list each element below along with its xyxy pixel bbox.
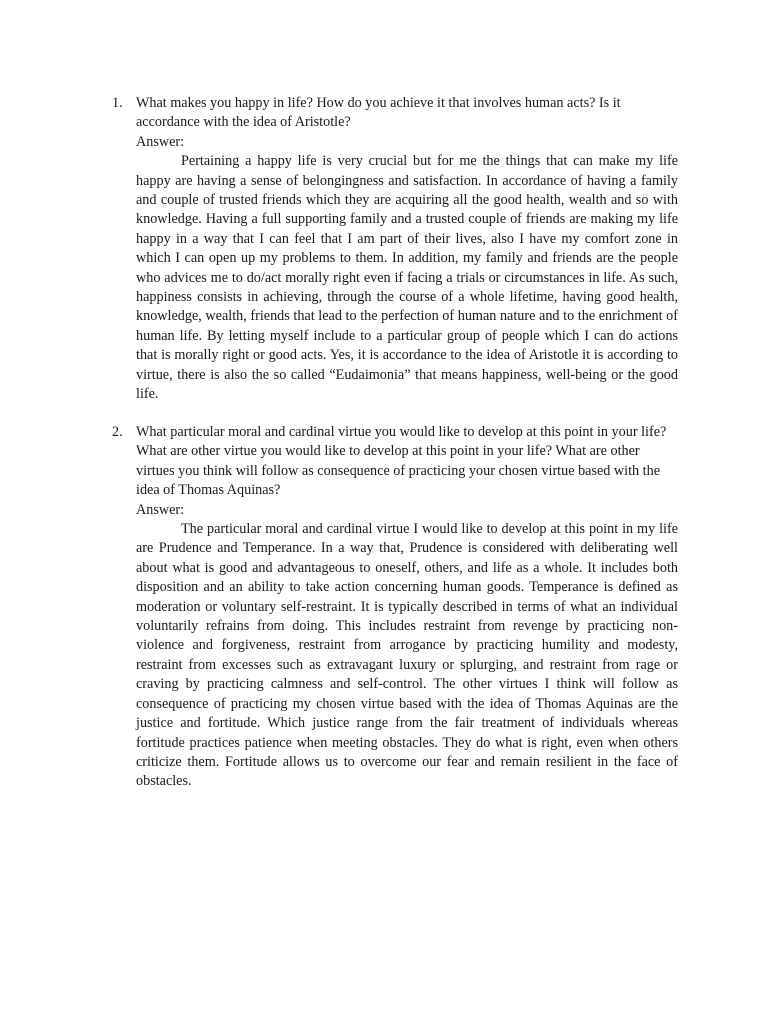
answer-paragraph: The particular moral and cardinal virtue I would like to develop at this point in my life are Prudence and Temperance. In a way that, Prudence is considered with deliberating well about what is good and advantageous to oneself, others, and life as a whole. It includes both disposition and an ability to take action concerning human goods. Temperance is defined as moderation or voluntary self-restraint. It is typically described in terms of what an individual voluntarily refrains from doing. This includes restraint from revenge by practicing non-violence and forgiveness, restraint from arrogance by practicing humility and modesty, restraint from excesses such as extravagant luxury or splurging, and restraint from rage or craving by practicing calmness and self-control. The other virtues I think will follow as consequence of practicing my chosen virtue based with the idea of Thomas Aquinas are the justice and fortitude. Which justice range from the fair treatment of individuals whereas fortitude practices patience when meeting obstacles. They do what is right, even when others criticize them. Fortitude allows us to overcome our fear and remain resilient in the face of obstacles. xyxy=(136,521,678,790)
answer-label: Answer: xyxy=(136,133,185,150)
question-number: 1. xyxy=(112,95,123,111)
question-item-2 xyxy=(112,423,678,792)
question-body xyxy=(136,423,678,792)
answer-label: Answer: xyxy=(136,501,185,518)
question-body xyxy=(136,94,678,405)
question-item-1 xyxy=(112,94,678,405)
question-text: What particular moral and cardinal virtue you would like to develop at this point in your life? What are other virtue you would like to develop at this point in your life? What are other virtues you think will follow as consequence of practicing your chosen virtue based with the idea of Thomas Aquinas? xyxy=(136,424,667,499)
question-text: What makes you happy in life? How do you achieve it that involves human acts? Is it accordance with the idea of Aristotle? xyxy=(136,95,621,131)
question-number: 2. xyxy=(112,424,123,440)
answer-paragraph: Pertaining a happy life is very crucial but for me the things that can make my life happy are having a sense of belongingness and satisfaction. In accordance of having a family and couple of trusted friends which they are acquiring all the good health, wealth and so with knowledge. Having a full supporting family and a trusted couple of friends are making my life happy in a way that I can feel that I am part of their lives, also I have my comfort zone in which I can open up my problems to them. In addition, my family and friends are the people who advices me to do/act morally right even if facing a trials or circumstances in life. As such, happiness consists in achieving, through the course of a whole lifetime, having good health, knowledge, wealth, friends that lead to the perfection of human nature and to the enrichment of human life. By letting myself include to a particular group of people which I can do actions that is morally right or good acts. Yes, it is accordance to the idea of Aristotle it is according to virtue, there is also the so called “Eudaimonia” that means happiness, well-being or the good life. xyxy=(136,153,678,403)
